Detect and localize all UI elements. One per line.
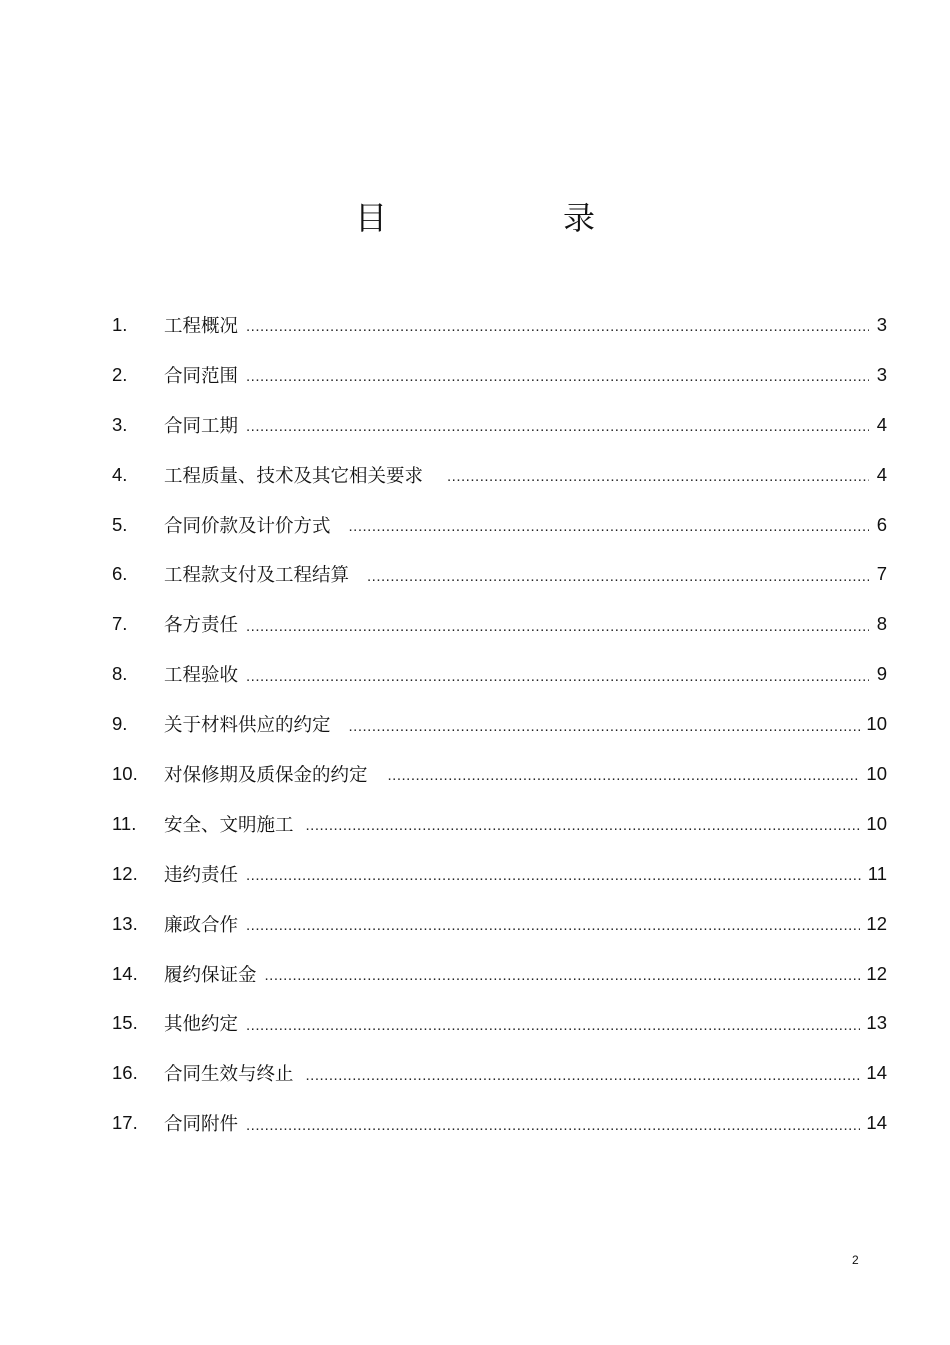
- toc-entry-label: 其他约定: [164, 1014, 239, 1036]
- toc-entry[interactable]: [112, 998, 887, 1048]
- toc-entry[interactable]: [112, 949, 887, 999]
- toc-entry-label: 履约保证金: [164, 964, 257, 986]
- toc-entry[interactable]: [112, 300, 887, 350]
- toc-entry-page: 12: [866, 962, 887, 984]
- toc-entry-page: 14: [866, 1112, 887, 1134]
- toc-entry[interactable]: [112, 899, 887, 949]
- toc-entry-page: 4: [876, 463, 887, 485]
- toc-entry-page: 11: [867, 862, 887, 884]
- toc-entry-number: 12.: [112, 862, 138, 884]
- toc-entry-number: 8.: [112, 663, 128, 685]
- toc-entry[interactable]: [112, 500, 887, 550]
- toc-dot-leader: [306, 1067, 861, 1084]
- toc-entry-number: 3.: [112, 413, 128, 435]
- toc-entry-label: 工程验收: [164, 665, 239, 687]
- toc-entry-number: 2.: [112, 363, 128, 385]
- toc-entry-number: 5.: [112, 513, 128, 535]
- toc-entry-number: 7.: [112, 613, 128, 635]
- toc-entry[interactable]: [112, 699, 887, 749]
- toc-dot-leader: [246, 318, 869, 335]
- toc-entry-page: 9: [876, 663, 887, 685]
- toc-dot-leader: [447, 468, 869, 485]
- toc-entry[interactable]: [112, 749, 887, 799]
- toc-dot-leader: [246, 368, 869, 385]
- toc-entry-page: 4: [876, 413, 887, 435]
- toc-entry-page: 10: [866, 812, 887, 834]
- toc-entry[interactable]: [112, 1048, 887, 1098]
- toc-entry-label: 廉政合作: [164, 914, 239, 936]
- toc-entry-number: 4.: [112, 463, 128, 485]
- toc-entry-page: 10: [866, 713, 887, 735]
- toc-dot-leader: [246, 867, 862, 884]
- toc-entry-label: 合同工期: [164, 415, 239, 437]
- toc-dot-leader: [349, 518, 869, 535]
- toc-entry-label: 合同范围: [164, 365, 239, 387]
- toc-entry-label: 合同生效与终止: [164, 1064, 294, 1086]
- table-of-contents: [112, 300, 887, 1148]
- toc-entry-label: 安全、文明施工: [164, 814, 294, 836]
- toc-entry-page: 12: [866, 912, 887, 934]
- toc-dot-leader: [246, 1117, 860, 1134]
- toc-dot-leader: [265, 967, 861, 984]
- toc-entry-page: 13: [866, 1012, 887, 1034]
- toc-entry-label: 对保修期及质保金的约定: [164, 764, 368, 786]
- toc-dot-leader: [246, 1017, 860, 1034]
- toc-entry[interactable]: [112, 450, 887, 500]
- toc-entry-label: 工程质量、技术及其它相关要求: [164, 465, 424, 487]
- toc-dot-leader: [388, 767, 861, 784]
- toc-entry-label: 合同价款及计价方式: [164, 515, 331, 537]
- toc-entry[interactable]: [112, 599, 887, 649]
- toc-entry-number: 13.: [112, 912, 138, 934]
- toc-entry[interactable]: [112, 400, 887, 450]
- toc-entry-page: 8: [876, 613, 887, 635]
- toc-entry-label: 工程概况: [164, 315, 239, 337]
- toc-dot-leader: [246, 668, 869, 685]
- toc-entry-page: 10: [866, 762, 887, 784]
- toc-entry-number: 16.: [112, 1062, 138, 1084]
- toc-entry[interactable]: [112, 1098, 887, 1148]
- toc-entry-label: 各方责任: [164, 615, 239, 637]
- toc-entry-page: 6: [876, 513, 887, 535]
- toc-dot-leader: [367, 568, 869, 585]
- toc-dot-leader: [246, 917, 860, 934]
- toc-entry[interactable]: [112, 549, 887, 599]
- toc-entry-page: 7: [876, 563, 887, 585]
- page-number: 2: [852, 1253, 859, 1267]
- toc-entry-label: 合同附件: [164, 1114, 239, 1136]
- toc-entry-number: 6.: [112, 563, 128, 585]
- toc-entry-page: 3: [876, 363, 887, 385]
- toc-entry-page: 14: [866, 1062, 887, 1084]
- toc-entry-label: 工程款支付及工程结算: [164, 565, 350, 587]
- toc-entry-number: 9.: [112, 713, 128, 735]
- toc-entry-number: 11.: [112, 812, 137, 834]
- toc-dot-leader: [306, 817, 861, 834]
- toc-entry[interactable]: [112, 350, 887, 400]
- toc-entry-number: 10.: [112, 762, 138, 784]
- toc-entry-label: 关于材料供应的约定: [164, 715, 331, 737]
- toc-entry[interactable]: [112, 799, 887, 849]
- toc-entry-number: 14.: [112, 962, 138, 984]
- toc-entry-label: 违约责任: [164, 864, 239, 886]
- toc-dot-leader: [349, 718, 861, 735]
- toc-entry[interactable]: [112, 849, 887, 899]
- toc-entry-number: 15.: [112, 1012, 138, 1034]
- toc-entry-number: 17.: [112, 1112, 138, 1134]
- toc-title: 目 录: [354, 199, 667, 237]
- toc-entry-page: 3: [876, 313, 887, 335]
- toc-entry-number: 1.: [112, 313, 128, 335]
- toc-dot-leader: [246, 618, 869, 635]
- toc-dot-leader: [246, 418, 869, 435]
- toc-entry[interactable]: [112, 649, 887, 699]
